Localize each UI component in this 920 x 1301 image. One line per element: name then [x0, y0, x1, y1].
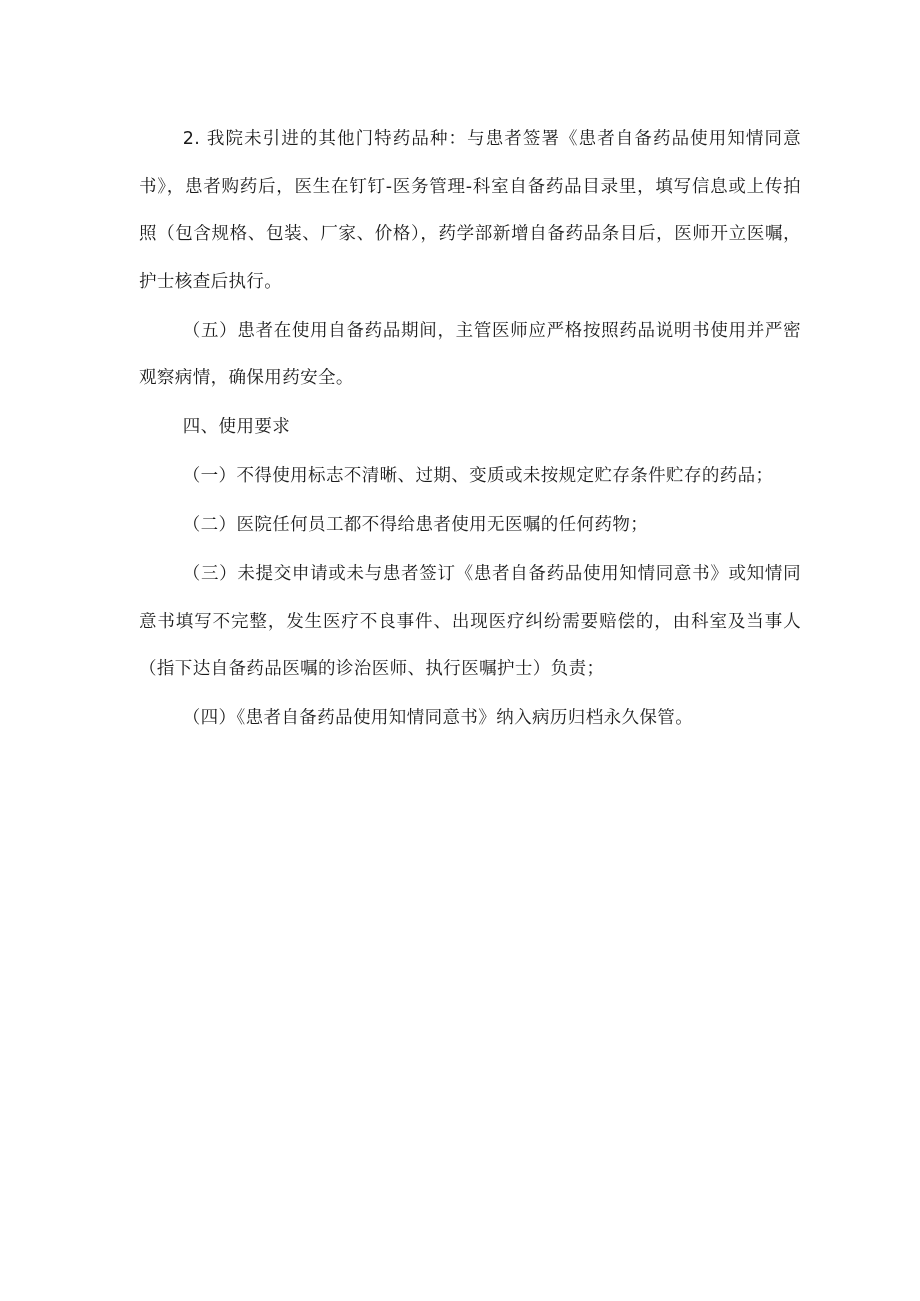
requirement-item-2: （二）医院任何员工都不得给患者使用无医嘱的任何药物；	[182, 515, 649, 535]
requirement-item-1: （一）不得使用标志不清晰、过期、变质或未按规定贮存条件贮存的药品；	[182, 466, 774, 486]
requirement-item-3: （三）未提交申请或未与患者签订《患者自备药品使用知情同意书》或知情同意书填写不完整，发生医疗不良事件、出现医疗纠纷需要赔偿的，由科室及当事人（指下达自备药品医嘱的诊治医师、执行医嘱护士）负责；	[139, 564, 801, 679]
paragraph-item-five: （五）患者在使用自备药品期间，主管医师应严格按照药品说明书使用并严密观察病情，确保用药安全。	[139, 320, 801, 388]
document-body	[139, 116, 801, 744]
paragraph-other-drugs: 2. 我院未引进的其他门特药品种：与患者签署《患者自备药品使用知情同意书》，患者购药后，医生在钉钉-医务管理-科室自备药品目录里，填写信息或上传拍照（包含规格、包装、厂家、价格），药学部新增自备药品条目后，医师开立医嘱，护士核查后执行。	[139, 129, 801, 292]
requirement-item-4: （四）《患者自备药品使用知情同意书》纳入病历归档永久保管。	[182, 708, 694, 728]
section-heading-requirements: 四、使用要求	[182, 417, 291, 437]
